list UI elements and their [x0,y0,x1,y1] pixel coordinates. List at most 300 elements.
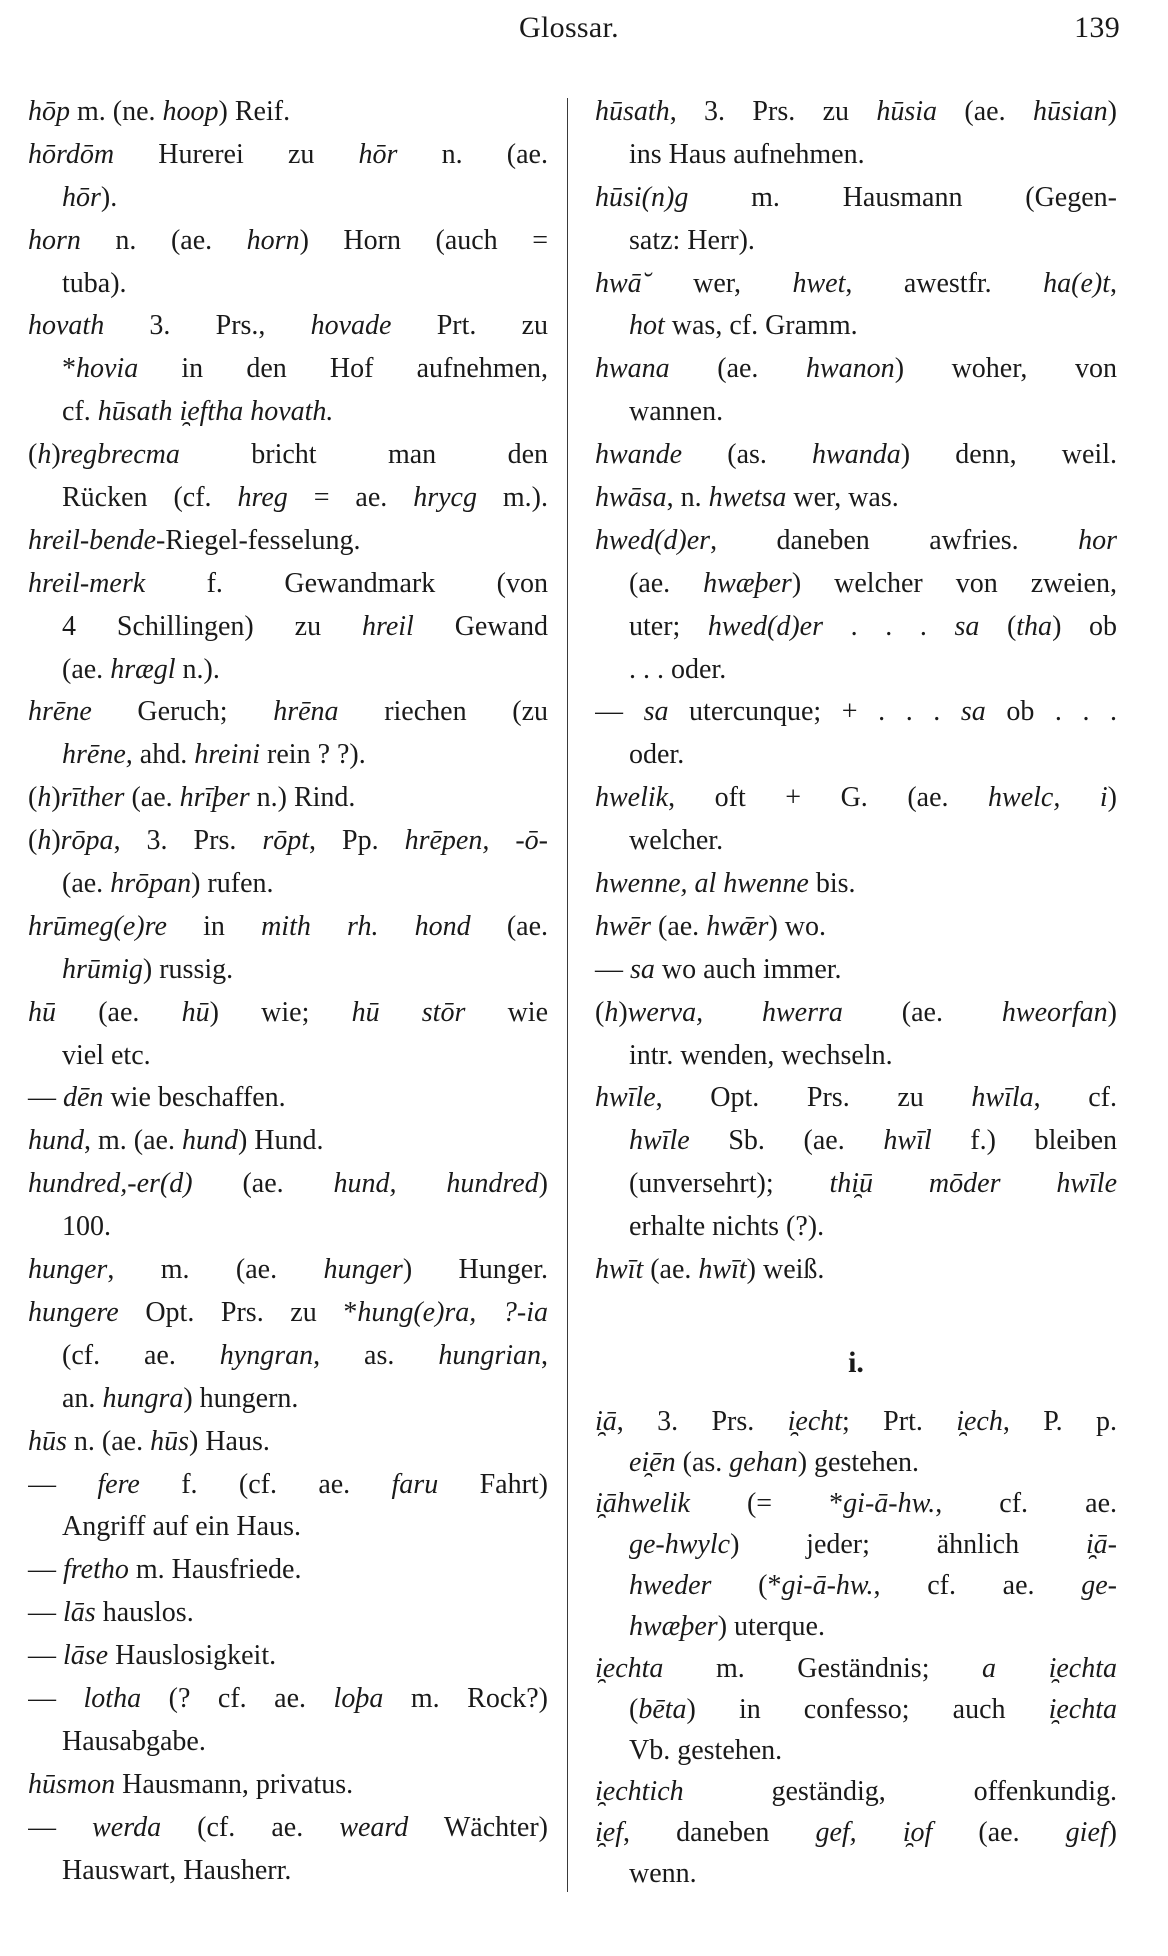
glossary-entry-line [595,1771,1117,1812]
gloss-text: ob . . . [985,696,1117,728]
gloss-text: ) denn, weil. [900,439,1117,471]
glossary-entry-line [595,177,1117,220]
headword-italic: hrēne [28,696,92,728]
gloss-text: , Pp. [309,825,405,857]
glossary-entry-line [595,91,1117,134]
glossary-entry-line [595,1812,1117,1853]
gloss-text: , m. (ae. [84,1125,182,1157]
headword-italic: hungrian [438,1339,541,1371]
headword-italic: hor [1078,524,1117,556]
gloss-text: wo auch immer. [654,953,842,985]
gloss-text: uter; [629,610,708,642]
headword-italic: hrēna [273,696,339,728]
gloss-text: , oft + G. (ae. [668,782,989,814]
headword-italic: hwed(d)er [595,524,711,556]
gloss-text: wannen. [629,396,724,428]
headword-italic: hwā̆ [595,267,642,299]
page-number: 139 [1074,11,1120,44]
glossary-line-continuation [28,1378,548,1421]
headword-italic: sa [630,953,655,985]
gloss-text: , daneben awfries. [710,524,1079,556]
gloss-text: — [28,1597,63,1629]
glossary-entry-line [28,305,548,348]
glossary-line-continuation [28,1850,548,1893]
gloss-text: n.). [175,653,220,685]
headword-italic: thi̯ū mōder hwīle [829,1168,1117,1200]
gloss-text: ) [51,439,61,471]
headword-italic: lotha [83,1682,142,1714]
gloss-text: (cf. ae. [161,1811,340,1843]
headword-italic: hūs [150,1425,189,1457]
gloss-text: ) [1107,1816,1117,1848]
glossary-entry-line [28,992,548,1035]
gloss-text: (ae. [62,868,111,900]
glossary-entry-line [28,91,548,134]
headword-italic: hūsian [1032,96,1108,127]
headword-italic: ha(e)t [1043,267,1110,299]
gloss-text: Gewand [413,610,548,642]
glossary-entry-line [28,777,548,820]
glossary-entry-line [595,1648,1117,1689]
gloss-text: ) in confesso; auch [686,1693,1049,1725]
headword-italic: h [37,825,52,857]
headword-italic: hung(e)ra, ?-ia [357,1296,548,1328]
gloss-text: wenn. [629,1858,697,1890]
glossary-line-continuation [595,563,1117,606]
gloss-text: (ae. [842,996,1002,1028]
headword-italic: gi-ā-hw. [781,1570,874,1602]
gloss-text: wie [465,996,548,1028]
headword-italic: hovia [76,353,139,385]
gloss-text: (ae. [651,910,707,942]
headword-italic: hwīt [698,1254,747,1286]
headword-italic: hrīþer [179,782,250,814]
headword-italic: bēta [638,1693,687,1725]
gloss-text: (cf. ae. [62,1339,220,1371]
gloss-text: , cf. ae. [935,1488,1117,1520]
headword-italic: faru [391,1468,439,1500]
glossary-line-continuation [595,220,1117,263]
headword-italic: hwæþer [629,1611,718,1643]
glossary-line-continuation [28,949,548,992]
glossary-line-continuation [595,134,1117,177]
gloss-text: ) hungern. [183,1382,299,1414]
headword-italic: hūsi(n)g [595,181,689,213]
headword-italic: horn [246,224,300,256]
gloss-text: -Riegel-fesselung. [156,524,361,556]
gloss-text: m. Rock?) [383,1682,548,1714]
gloss-text: ) [538,1168,548,1200]
gloss-text: ins Haus aufnehmen. [629,138,865,170]
gloss-text: — [595,696,644,728]
headword-italic: hwæþer [703,567,792,599]
headword-italic: gehan [729,1447,798,1479]
gloss-text: bricht man den [179,439,548,471]
gloss-text: ; Prt. [842,1406,957,1437]
glossary-line-continuation [28,263,548,306]
headword-italic: hwed(d)er [707,610,823,642]
gloss-text: — [28,1468,98,1500]
gloss-text: 3. Prs., [104,310,311,342]
gloss-text: ( [28,825,38,857]
headword-italic: hreil-bende [28,524,157,556]
glossary-line-continuation [595,1565,1117,1606]
gloss-text: an. [62,1382,103,1414]
headword-italic: hōr [62,181,101,213]
gloss-text: m. Geständnis; [663,1652,983,1684]
gloss-text: Sb. (ae. [689,1125,884,1157]
headword-italic: hwēr [595,910,651,942]
glossary-entry-line [595,777,1117,820]
glossary-line-continuation [595,820,1117,863]
gloss-text: Hausmann, privatus. [115,1768,354,1800]
headword-italic: hreil [361,610,414,642]
headword-italic: hrægl [110,653,176,685]
headword-italic: hreini [194,739,261,771]
headword-italic: i̯echt [787,1406,843,1437]
headword-italic: hungra [102,1382,184,1414]
headword-italic: hwelik [595,782,669,814]
gloss-text: ) woher, von [894,353,1117,385]
headword-italic: hūsmon [28,1768,116,1800]
gloss-text: ) [1107,782,1117,814]
gloss-text: (ae. [62,653,111,685]
gloss-text: Prt. zu [391,310,548,342]
glossary-entry-line [28,820,548,863]
gloss-text: n. (ae. [80,224,247,256]
headword-italic: hōr [358,138,398,170]
headword-italic: hūsath i̯eftha hovath. [97,396,334,428]
glossary-line-continuation [595,1689,1117,1730]
gloss-text: ) uterque. [717,1611,825,1643]
gloss-text: (unversehrt); [629,1168,830,1200]
glossary-entry-line [28,906,548,949]
headword-italic: hwīle [629,1125,690,1157]
headword-italic: hū [181,996,210,1028]
gloss-text: ) jeder; ähnlich [730,1529,1086,1561]
headword-italic: hū [28,996,56,1028]
gloss-text: — [28,1811,93,1843]
headword-italic: lāse [63,1640,109,1672]
headword-italic: i̯echta [595,1652,664,1684]
headword-italic: hweder [629,1570,712,1602]
gloss-text: , [541,1339,548,1371]
glossary-line-continuation [28,477,548,520]
gloss-text: ( [28,782,38,814]
gloss-text: m. (ne. [70,96,163,127]
headword-italic: h [37,439,52,471]
glossary-entry-line [595,1077,1117,1120]
gloss-text: ( [629,1693,639,1725]
glossary-entry-line [28,1807,548,1850]
gloss-text: , cf. ae. [873,1570,1082,1602]
gloss-text: , as. [313,1339,439,1371]
headword-italic: hwetsa [708,482,787,514]
gloss-text: intr. wenden, wechseln. [629,1039,893,1071]
headword-italic: hoop [162,96,219,127]
gloss-text: , 3. Prs. [113,825,263,857]
headword-italic: werda [92,1811,162,1843]
section-heading-i: i. [848,1346,864,1379]
headword-italic: hwǣr [706,910,769,942]
gloss-text: Vb. gestehen. [629,1734,783,1766]
gloss-text: ) Hunger. [402,1254,548,1286]
headword-italic: i̯ech [956,1406,1003,1437]
gloss-text: — [28,1682,84,1714]
glossary-entry-line [595,949,1117,992]
gloss-text: , m. (ae. [107,1254,324,1286]
gloss-text: Hauswart, Hausherr. [62,1854,292,1886]
headword-italic: regbrecma [60,439,180,471]
headword-italic: hūs [28,1425,67,1457]
running-head-title: Glossar. [519,11,619,44]
headword-italic: gief [1065,1816,1108,1848]
glossary-entry-line [595,992,1117,1035]
glossary-line-continuation [595,1606,1117,1647]
gloss-text: riechen (zu [338,696,548,728]
glossary-line-continuation [28,606,548,649]
headword-italic: rīther [60,782,125,814]
headword-italic: hūsia [876,96,938,127]
gloss-text: , n. [666,482,709,514]
glossary-line-continuation [28,177,548,220]
gloss-text: ) wo. [768,910,826,942]
gloss-text: (* [711,1570,782,1602]
headword-italic: fretho [63,1554,129,1586]
gloss-text: Geruch; [91,696,274,728]
headword-italic: hwīle [595,1082,656,1114]
headword-italic: hrōpan [110,868,192,900]
glossary-line-continuation [595,391,1117,434]
headword-italic: hovath [28,310,105,342]
headword-italic: hungere [28,1296,119,1328]
gloss-text: ahd. [132,739,195,771]
glossary-entry-line [28,1678,548,1721]
gloss-text: (ae. [629,567,704,599]
headword-italic: hūsath [595,96,670,127]
headword-italic: hwelc, i [988,782,1108,814]
glossary-column-left [28,91,548,1892]
headword-italic: rōpt [262,825,310,857]
glossary-line-continuation [28,1035,548,1078]
glossary-line-continuation [28,348,548,391]
headword-italic: loþa [333,1682,384,1714]
gloss-text: wie beschaffen. [103,1082,286,1114]
glossary-entry-line [28,434,548,477]
gloss-text: n. (ae. [397,138,548,170]
gloss-text: ( [979,610,1017,642]
gloss-text: (= * [689,1488,844,1520]
headword-italic: hovade [310,310,392,342]
gloss-text: utercunque; + . . . [668,696,961,728]
glossary-entry-line [28,691,548,734]
headword-italic: mith rh. hond [261,910,471,942]
gloss-text: viel etc. [62,1039,151,1071]
gloss-text: . . . [823,610,955,642]
gloss-text: in den Hof aufnehmen, [138,353,548,385]
headword-italic: h [37,782,52,814]
gloss-text: Angriff auf ein Haus. [62,1511,301,1543]
gloss-text: satz: Herr). [629,224,755,256]
gloss-text: ). [100,181,118,213]
gloss-text: (ae. [937,96,1033,127]
gloss-text: (ae. [470,910,548,942]
gloss-text: ) [1107,96,1117,127]
headword-italic: a i̯echta [982,1652,1117,1684]
headword-italic: gef, i̯of [815,1816,933,1848]
headword-italic: hwana [595,353,670,385]
headword-italic: hwīla [971,1082,1034,1114]
gloss-text: ) weiß. [746,1254,825,1286]
gloss-text: , awestfr. [845,267,1044,299]
gloss-text: 4 Schillingen) zu [62,610,362,642]
gloss-text: geständig, offenkundig. [683,1775,1117,1807]
glossary-line-continuation [595,649,1117,692]
gloss-text: , cf. [1033,1082,1117,1114]
gloss-text: wer, was. [786,482,899,514]
headword-italic: h [604,996,619,1028]
gloss-text: Hurerei zu [114,138,359,170]
glossary-column-right-section-i [595,1401,1117,1894]
glossary-entry-line [595,863,1117,906]
glossary-line-continuation [28,391,548,434]
gloss-text: ) [618,996,628,1028]
headword-italic: werva, hwerra [627,996,843,1028]
headword-italic: hwanon [806,353,895,385]
headword-italic: hreil-merk [28,567,146,599]
headword-italic: hyngran [219,1339,314,1371]
headword-italic: weard [339,1811,409,1843]
glossary-line-continuation [28,1206,548,1249]
headword-italic: hwande [595,439,683,471]
headword-italic: hōp [28,96,70,127]
glossary-line-continuation [595,1524,1117,1565]
glossary-line-continuation [28,649,548,692]
gloss-text: Hauslosigkeit. [108,1640,277,1672]
headword-italic: hreg [237,482,288,514]
glossary-line-continuation [595,1035,1117,1078]
glossary-line-continuation [595,305,1117,348]
headword-italic: hwet [792,267,846,299]
gloss-text: Hausabgabe. [62,1725,206,1757]
gloss-text: , 3. Prs. zu [669,96,877,127]
headword-italic: dēn [63,1082,104,1114]
glossary-entry-line [595,906,1117,949]
gloss-text: ) welcher von zweien, [791,567,1117,599]
headword-italic: hrūmig [62,953,143,985]
gloss-text: , [1110,267,1117,299]
glossary-line-continuation [595,1730,1117,1771]
gloss-text: (as. [675,1447,730,1479]
gloss-text: oder. [629,739,685,771]
glossary-entry-line [595,1249,1117,1292]
glossary-entry-line [28,1464,548,1507]
glossary-entry-line [28,1764,548,1807]
gloss-text: Wächter) [408,1811,548,1843]
gloss-text: , 3. Prs. [616,1406,788,1437]
headword-italic: rōpa [60,825,114,857]
gloss-text: in [166,910,262,942]
headword-italic: i̯echta [1048,1693,1117,1725]
gloss-text: — [28,1082,63,1114]
gloss-text: 100. [62,1211,111,1243]
glossary-entry-line [28,1592,548,1635]
gloss-text: ) [1107,996,1117,1028]
glossary-line-continuation [28,863,548,906]
glossary-column-right [595,91,1117,1292]
glossary-entry-line [28,1249,548,1292]
column-divider [567,98,568,1892]
gloss-text: ) rufen. [191,868,274,900]
headword-italic: hunger [323,1254,403,1286]
headword-italic: hwāsa [595,482,667,514]
glossary-entry-line [595,477,1117,520]
glossary-entry-line [595,520,1117,563]
headword-italic: hundred,-er(d) [28,1168,193,1200]
headword-italic: hot [629,310,665,342]
glossary-line-continuation [595,1442,1117,1483]
gloss-text: , daneben [623,1816,816,1848]
gloss-text: * [62,353,76,385]
glossary-line-continuation [28,1335,548,1378]
glossary-entry-line [28,1077,548,1120]
gloss-text: Opt. Prs. zu * [118,1296,358,1328]
gloss-text: — [28,1554,63,1586]
headword-italic: hōrdōm [28,138,115,170]
glossary-entry-line [595,1401,1117,1442]
headword-italic: hund, hundred [333,1168,539,1200]
gloss-text: (as. [682,439,813,471]
gloss-text: ( [28,439,38,471]
glossary-entry-line [595,263,1117,306]
glossary-entry-line [595,348,1117,391]
gloss-text: f.) bleiben [931,1125,1117,1157]
glossary-line-continuation [28,1721,548,1764]
gloss-text: (? cf. ae. [141,1682,334,1714]
gloss-text: ) [51,782,61,814]
gloss-text: erhalte nichts (?). [629,1211,825,1243]
gloss-text: , P. p. [1002,1406,1117,1437]
glossary-entry-line [595,434,1117,477]
glossary-entry-line [28,1163,548,1206]
gloss-text: Rücken (cf. [62,482,238,514]
gloss-text: Fahrt) [438,1468,548,1500]
glossary-entry-line [28,563,548,606]
gloss-text: wer, [641,267,793,299]
headword-italic: tha [1016,610,1053,642]
gloss-text: m.). [476,482,548,514]
headword-italic: hwenne, al hwenne [595,868,809,900]
gloss-text: bis. [808,868,856,900]
glossary-entry-line [28,1421,548,1464]
glossary-entry-line [28,1635,548,1678]
headword-italic: hrycg [413,482,477,514]
gloss-text: n. (ae. [66,1425,151,1457]
gloss-text: (ae. [124,782,180,814]
glossary-entry-line [28,134,548,177]
headword-italic: hrūmeg(e)re [28,910,167,942]
glossary-line-continuation [595,734,1117,777]
glossary-entry-line [28,1292,548,1335]
headword-italic: i̯ā- [1085,1529,1117,1561]
gloss-text: ( [595,996,605,1028]
gloss-text: ) Reif. [218,96,291,127]
gloss-text: (ae. [643,1254,699,1286]
glossary-line-continuation [595,606,1117,649]
gloss-text: m. Hausfriede. [128,1554,302,1586]
gloss-text: f. (cf. ae. [139,1468,392,1500]
glossary-line-continuation [28,1506,548,1549]
